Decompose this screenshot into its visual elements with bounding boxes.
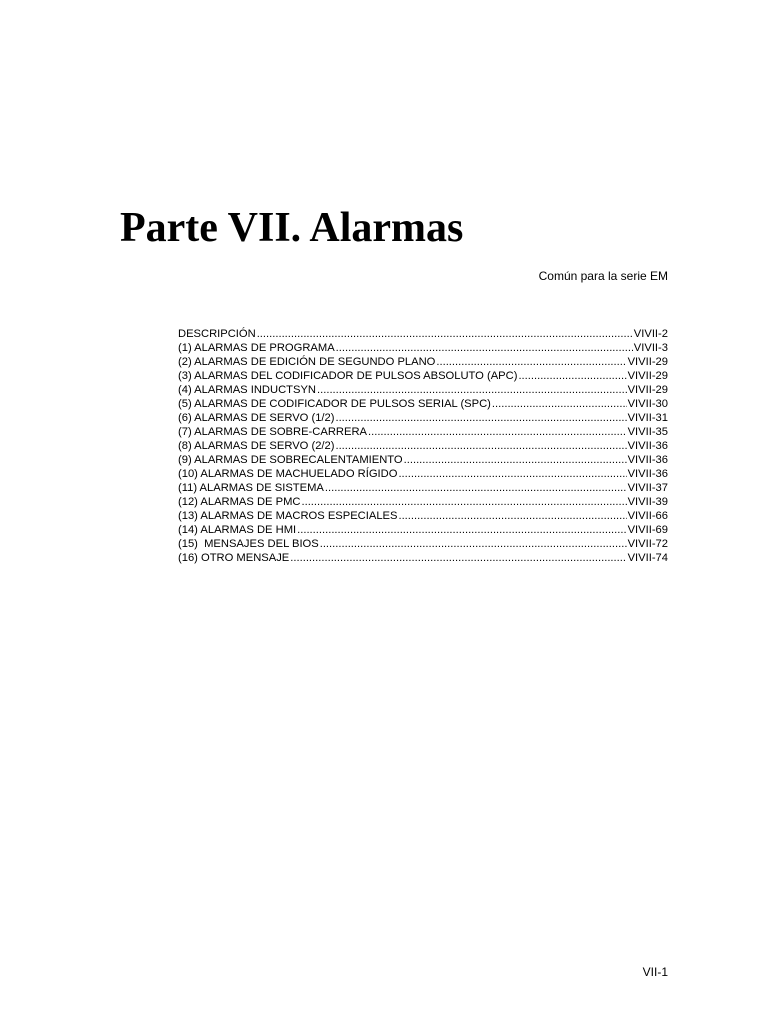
page-number: VII-1	[642, 965, 668, 979]
toc-leader-dots	[368, 425, 627, 439]
toc-leader-dots	[257, 327, 633, 341]
toc-label: (12) ALARMAS DE PMC	[178, 496, 301, 508]
page-title: Parte VII. Alarmas	[120, 205, 464, 251]
toc-label: (10) ALARMAS DE MACHUELADO RÍGIDO	[178, 468, 398, 480]
toc-entry	[178, 383, 668, 397]
toc-label: (8) ALARMAS DE SERVO (2/2)	[178, 440, 335, 452]
toc-leader-dots	[335, 439, 626, 453]
toc-leader-dots	[398, 509, 626, 523]
toc-leader-dots	[317, 383, 627, 397]
toc-entry	[178, 509, 668, 523]
toc-label: (5) ALARMAS DE CODIFICADOR DE PULSOS SERIAL (SPC)	[178, 398, 491, 410]
toc-leader-dots	[301, 495, 626, 509]
toc-page: VIVII-69	[627, 524, 668, 536]
toc-label: DESCRIPCIÓN	[178, 328, 256, 340]
toc-page: VIVII-35	[627, 426, 668, 438]
toc-label: (9) ALARMAS DE SOBRECALENTAMIENTO	[178, 454, 403, 466]
toc-entry	[178, 369, 668, 383]
toc-label: (11) ALARMAS DE SISTEMA	[178, 482, 324, 494]
toc-leader-dots	[335, 411, 626, 425]
toc-label: (13) ALARMAS DE MACROS ESPECIALES	[178, 510, 398, 522]
toc-label: (7) ALARMAS DE SOBRE-CARRERA	[178, 426, 367, 438]
toc-page: VIVII-29	[627, 384, 668, 396]
toc-page: VIVII-3	[633, 342, 668, 354]
toc-leader-dots	[398, 467, 626, 481]
toc-entry	[178, 537, 668, 551]
toc-entry	[178, 495, 668, 509]
toc-page: VIVII-36	[627, 440, 668, 452]
toc-label: (15) MENSAJES DEL BIOS	[178, 538, 319, 550]
toc-leader-dots	[290, 551, 626, 565]
toc-entry	[178, 355, 668, 369]
toc-leader-dots	[518, 369, 626, 383]
toc-entry	[178, 481, 668, 495]
toc-page: VIVII-31	[627, 412, 668, 424]
toc-entry	[178, 425, 668, 439]
toc-label: (2) ALARMAS DE EDICIÓN DE SEGUNDO PLANO	[178, 356, 436, 368]
subtitle: Común para la serie EM	[538, 269, 668, 283]
toc-leader-dots	[325, 481, 627, 495]
toc-entry	[178, 551, 668, 565]
toc-page: VIVII-74	[627, 552, 668, 564]
toc-page: VIVII-66	[627, 510, 668, 522]
toc-page: VIVII-29	[627, 356, 668, 368]
toc-entry	[178, 327, 668, 341]
toc-page: VIVII-2	[633, 328, 668, 340]
toc-page: VIVII-39	[627, 496, 668, 508]
toc-label: (1) ALARMAS DE PROGRAMA	[178, 342, 335, 354]
toc-entry	[178, 439, 668, 453]
toc-page: VIVII-30	[627, 398, 668, 410]
table-of-contents	[178, 327, 668, 565]
toc-leader-dots	[320, 537, 627, 551]
toc-leader-dots	[492, 397, 627, 411]
toc-label: (14) ALARMAS DE HMI	[178, 524, 297, 536]
toc-leader-dots	[404, 453, 627, 467]
toc-label: (3) ALARMAS DEL CODIFICADOR DE PULSOS ABSOLUTO (APC)	[178, 370, 518, 382]
toc-entry	[178, 523, 668, 537]
toc-label: (6) ALARMAS DE SERVO (1/2)	[178, 412, 335, 424]
toc-leader-dots	[436, 355, 626, 369]
toc-page: VIVII-36	[627, 468, 668, 480]
toc-leader-dots	[297, 523, 626, 537]
toc-label: (16) OTRO MENSAJE	[178, 552, 290, 564]
toc-entry	[178, 397, 668, 411]
toc-entry	[178, 341, 668, 355]
toc-page: VIVII-72	[627, 538, 668, 550]
toc-entry	[178, 411, 668, 425]
toc-entry	[178, 453, 668, 467]
toc-label: (4) ALARMAS INDUCTSYN	[178, 384, 317, 396]
toc-page: VIVII-37	[627, 482, 668, 494]
toc-page: VIVII-29	[627, 370, 668, 382]
toc-page: VIVII-36	[627, 454, 668, 466]
toc-entry	[178, 467, 668, 481]
toc-leader-dots	[336, 341, 633, 355]
